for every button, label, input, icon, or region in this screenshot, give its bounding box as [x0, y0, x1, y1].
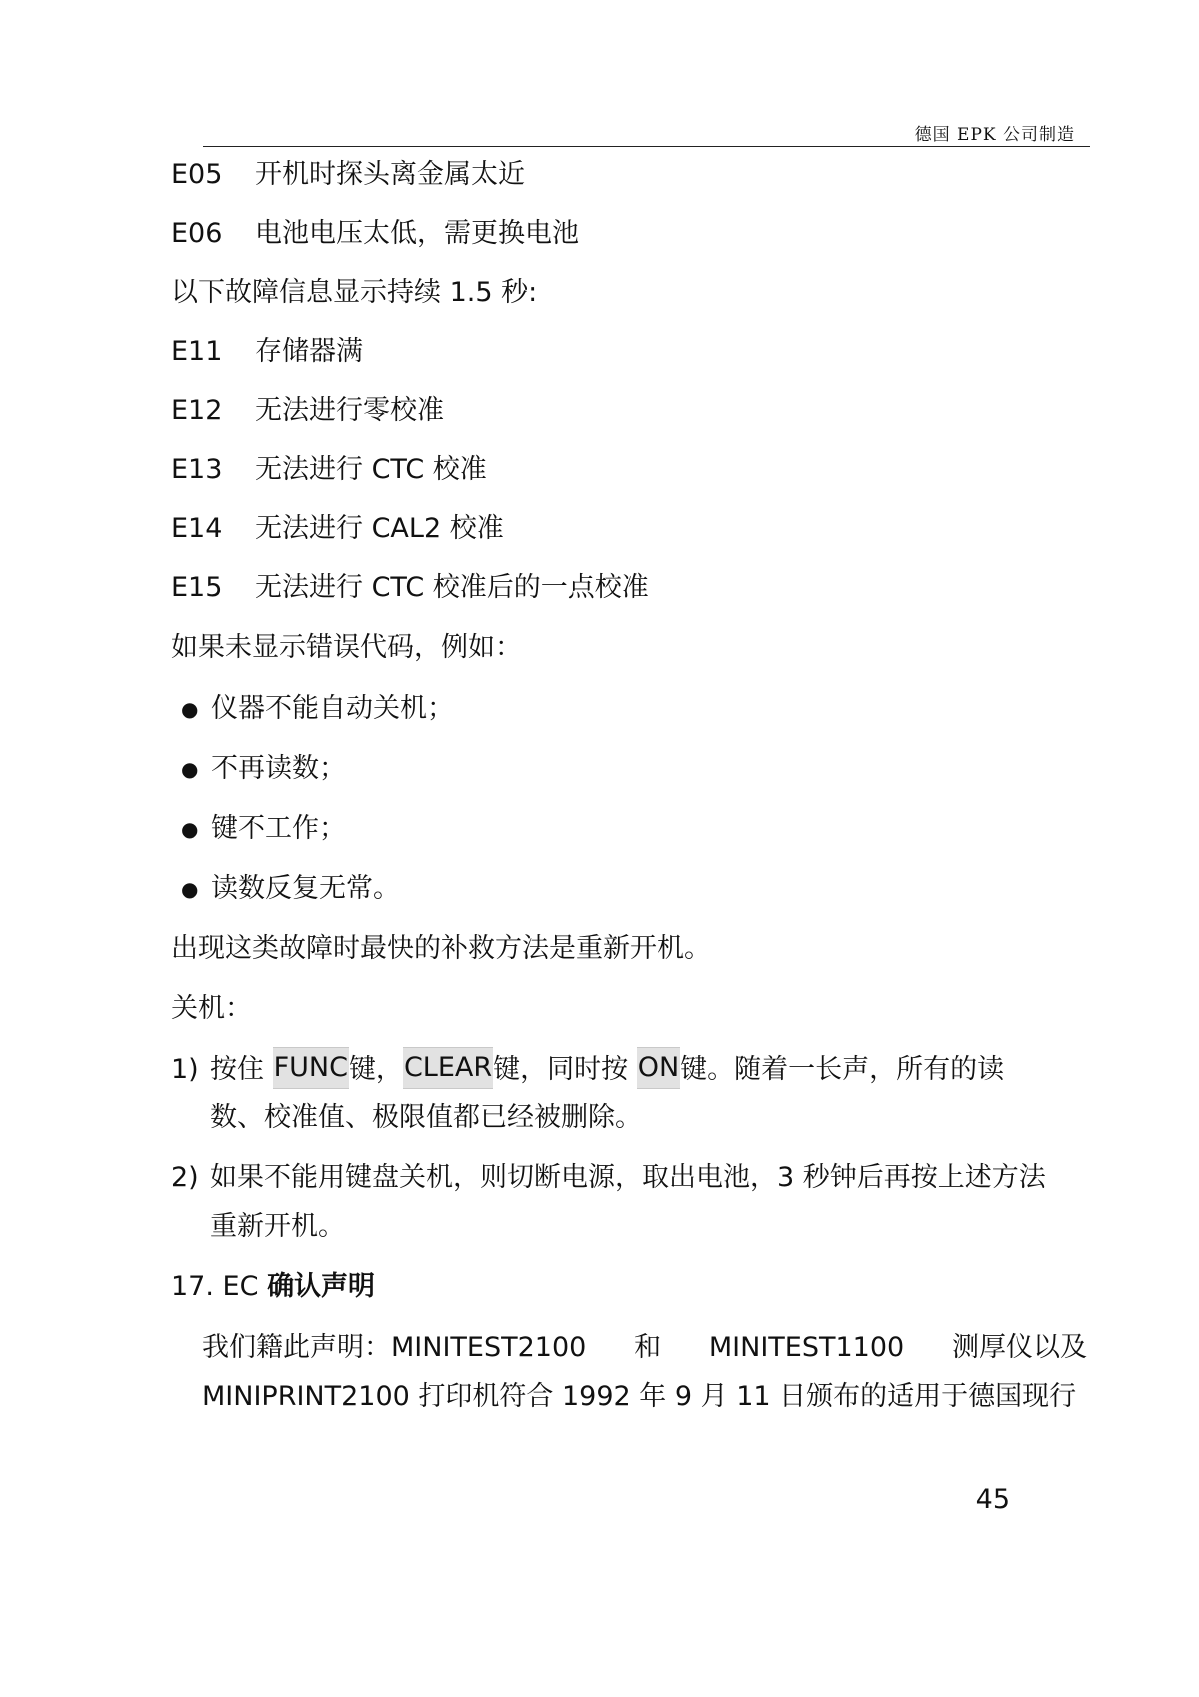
intro-no-error-code: 如果未显示错误代码，例如： [171, 632, 522, 663]
step-text: 键。随着一长声，所有的读 [680, 1054, 1005, 1085]
section-number: 17. [171, 1271, 214, 1302]
error-text: 电池电压太低，需更换电池 [255, 218, 579, 249]
declaration-word: MINITEST1100 [708, 1332, 905, 1363]
error-code: E12 [171, 395, 223, 426]
bullet-icon: ● [181, 877, 199, 901]
bullet-icon: ● [181, 757, 199, 781]
bullet-icon: ● [181, 697, 199, 721]
remedy-text: 出现这类故障时最快的补救方法是重新开机。 [171, 933, 711, 964]
section-prefix: EC [222, 1271, 259, 1302]
error-text: 开机时探头离金属太近 [255, 159, 525, 190]
list-item: 仪器不能自动关机； [211, 693, 454, 724]
step-text: 如果不能用键盘关机，则切断电源，取出电池，3 秒钟后再按上述方法 [210, 1162, 1046, 1193]
error-row-e11 [171, 335, 363, 369]
func-key: FUNC [273, 1047, 349, 1089]
declaration-line-2: MINIPRINT2100 打印机符合 1992 年 9 月 11 日颁布的适用于德国现行 [202, 1381, 1077, 1412]
step-2 [171, 1161, 1046, 1195]
step-text: 按住 [210, 1054, 264, 1085]
list-item: 不再读数； [211, 753, 346, 784]
step-text: 键， [348, 1054, 403, 1085]
error-code: E14 [171, 513, 223, 544]
step-2-continuation: 重新开机。 [210, 1211, 345, 1242]
error-row-e15 [171, 571, 649, 605]
error-text: 无法进行 CTC 校准后的一点校准 [255, 572, 649, 603]
step-1 [171, 1052, 1004, 1086]
declaration-line-1 [202, 1331, 1087, 1365]
error-code: E05 [171, 159, 223, 190]
clear-key: CLEAR [403, 1047, 493, 1089]
list-item: 读数反复无常。 [211, 873, 400, 904]
section-title: 确认声明 [267, 1271, 376, 1302]
shutdown-heading: 关机： [171, 993, 252, 1024]
intro-duration: 以下故障信息显示持续 1.5 秒: [171, 277, 538, 308]
section-17-heading [171, 1270, 375, 1304]
error-row-e12 [171, 394, 444, 428]
error-row-e14 [171, 512, 504, 546]
list-item: 键不工作； [211, 813, 346, 844]
on-key: ON [637, 1047, 680, 1089]
error-code: E06 [171, 218, 223, 249]
step-number: 1) [171, 1054, 199, 1085]
declaration-word: 和 [634, 1332, 662, 1363]
step-text: 键，同时按 [493, 1054, 629, 1085]
header-title: 德国 EPK 公司制造 [914, 125, 1075, 145]
declaration-word: 测厚仪以及 [952, 1332, 1087, 1363]
error-text: 无法进行 CTC 校准 [255, 454, 487, 485]
step-1-continuation: 数、校准值、极限值都已经被删除。 [210, 1102, 642, 1133]
error-text: 无法进行 CAL2 校准 [255, 513, 504, 544]
error-row-e13 [171, 453, 487, 487]
error-row-e06 [171, 217, 579, 251]
error-code: E13 [171, 454, 223, 485]
error-row-e05 [171, 158, 525, 192]
error-code: E15 [171, 572, 223, 603]
error-code: E11 [171, 336, 223, 367]
error-text: 存储器满 [255, 336, 363, 367]
page-number: 45 [975, 1484, 1010, 1515]
step-number: 2) [171, 1162, 199, 1193]
error-text: 无法进行零校准 [255, 395, 444, 426]
declaration-word: 我们籍此声明：MINITEST2100 [202, 1332, 587, 1363]
header-divider [203, 146, 1090, 147]
bullet-icon: ● [181, 817, 199, 841]
